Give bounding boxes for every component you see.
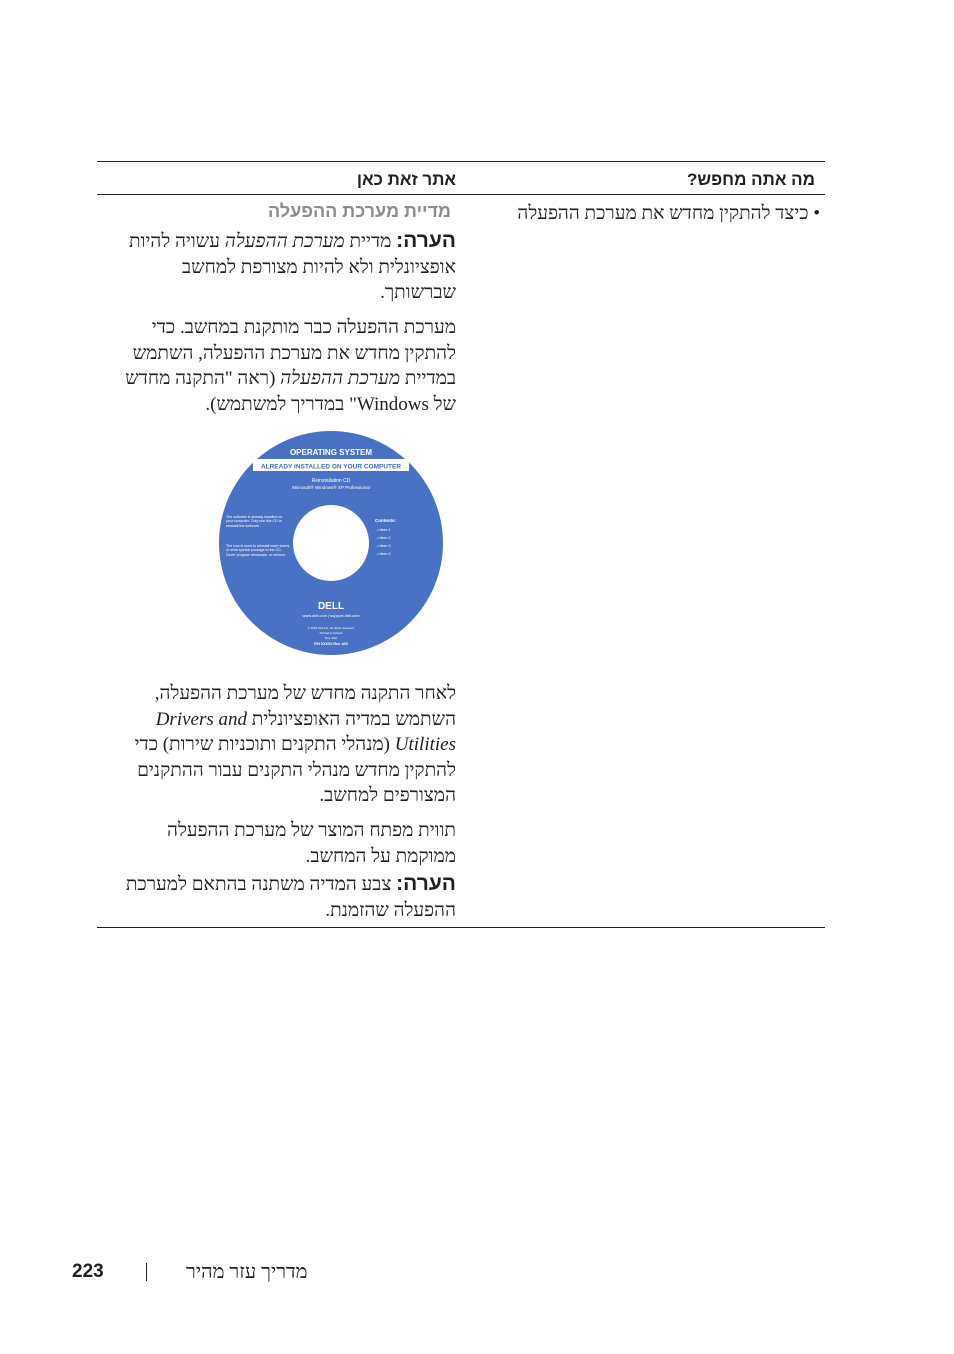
para-1-post: (ראה "התקנה מחדש של Windows" במדריך למשתמש). [125,368,456,415]
cd-fine-3: Rev. A00 [325,636,337,640]
bullet-reinstall-os [517,202,820,226]
section-heading-os-media: מדיית מערכת ההפעלה [268,201,451,221]
note-2 [116,871,456,923]
cd-item-1: • Item 1 [377,527,391,532]
note-1-post: עשויה להיות אופציונלית ולא להיות מצורפת למחשב שברשותך. [129,231,456,303]
os-cd-image [218,430,444,656]
cd-line1: OPERATING SYSTEM [289,448,373,457]
cd-line4: Microsoft® Windows® XP Professional [292,485,370,490]
cd-item-3: • Item 3 [377,543,391,548]
cd-fine-2: Printed in Ireland [319,631,343,635]
cd-left-text-1: The software is already installed on your computer. Only use this CD to reinstall the software. [226,515,283,528]
cd-left-text-2: The loss is used to reinstall more stores or what special pockage to the CD. Dever program wholesale, or remove. [226,544,290,557]
page-number: 223 [72,1261,104,1282]
header-what-looking-for: מה אתה מחפש? [687,170,815,189]
note-1 [116,228,456,306]
para-1-italic: מערכת ההפעלה [280,368,401,389]
paragraph-product-key [116,818,456,869]
cd-item-4: • Item 4 [377,551,391,556]
cd-part-number: P/N XXXXX Rev. A00 [314,642,348,646]
header-find-it-here: אתר זאת כאן [356,170,456,189]
cd-item-2: • Item 2 [377,535,391,540]
cd-contents-label: Contents: [375,518,396,523]
note-1-pre: מדיית [344,231,397,252]
cd-line2: ALREADY INSTALLED ON YOUR COMPUTER [260,463,402,471]
para-2-pre: לאחר התקנה מחדש של מערכת ההפעלה, השתמש במדיה האופציונלית [154,683,456,730]
table-top-rule [97,161,825,162]
cd-fine-1: © 2005 Dell Inc. All rights reserved. [307,626,355,630]
para-2-italic: Drivers and Utilities [155,708,456,755]
cd-dell-logo: DELL [317,601,345,612]
note-1-italic: מערכת ההפעלה [224,231,345,252]
table-bottom-rule [97,927,825,928]
cd-url: www.dell.com | support.dell.com [302,613,360,618]
para-3: תווית מפתח המוצר של מערכת ההפעלה ממוקמת על המחשב. [167,820,456,867]
note-2-text: צבע המדיה משתנה בהתאם למערכת ההפעלה שהזמנת. [125,874,456,921]
para-1-pre: מערכת ההפעלה כבר מותקנת במחשב. כדי להתקין מחדש את מערכת ההפעלה, השתמש במדיית [132,317,456,389]
footer-title: מדריך עזר מהיר [186,1261,308,1283]
cd-line3: Reinstallation CD [311,478,351,484]
paragraph-reinstall [116,315,456,417]
paragraph-drivers [116,681,456,809]
para-2-post: (מנהלי התקנים ותוכניות שירות) כדי להתקין מחדש מנהלי התקנים עבור ההתקנים המצורפים למחשב. [134,734,456,806]
bullet-text: כיצד להתקין מחדש את מערכת ההפעלה [517,203,809,224]
cd-center-hole [293,505,369,581]
note-2-label: הערה: [396,872,456,895]
table-header-rule [97,194,825,195]
note-1-label: הערה: [396,229,456,252]
footer-separator [146,1263,147,1281]
bullet-dot-icon: • [808,203,820,224]
